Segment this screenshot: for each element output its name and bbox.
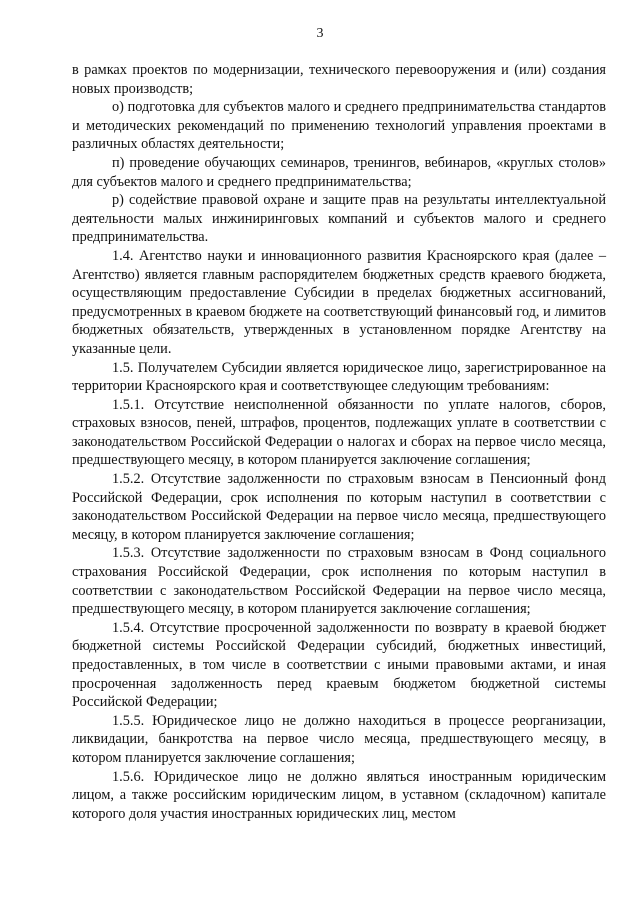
paragraph-1-5-1: 1.5.1. Отсутствие неисполненной обязанности по уплате налогов, сборов, страховых взносов, пеней, штрафов, процентов, подлежащих уплате в соответствии с законодательством Российской Федерации о налогах и сборах на первое число месяца, предшествующего месяцу, в котором планируется заключение соглашения;: [72, 396, 606, 469]
paragraph-item-p: п) проведение обучающих семинаров, тренингов, вебинаров, «круглых столов» для субъектов малого и среднего предпринимательства;: [72, 154, 606, 190]
paragraph-1-5-5: 1.5.5. Юридическое лицо не должно находиться в процессе реорганизации, ликвидации, банкротства на первое число месяца, предшествующего месяцу, в котором планируется заключение соглашения;: [72, 712, 606, 766]
paragraph-1-5-4: 1.5.4. Отсутствие просроченной задолженности по возврату в краевой бюджет бюджетной системы Российской Федерации субсидий, бюджетных инвестиций, предоставленных, в том числе в соответствии с иными правовыми актами, и иная просроченная задолженность перед краевым бюджетом бюджетной системы Российской Федерации;: [72, 619, 606, 711]
document-body: [72, 61, 606, 823]
paragraph-1-5: 1.5. Получателем Субсидии является юридическое лицо, зарегистрированное на территории Красноярского края и соответствующее следующим требованиям:: [72, 359, 606, 395]
paragraph-continuation: в рамках проектов по модернизации, технического перевооружения и (или) создания новых производств;: [72, 62, 606, 97]
paragraph-item-r: р) содействие правовой охране и защите прав на результаты интеллектуальной деятельности малых инжиниринговых компаний и субъектов малого и среднего предпринимательства.: [72, 192, 606, 246]
paragraph-1-5-3: 1.5.3. Отсутствие задолженности по страховым взносам в Фонд социального страхования Российской Федерации, срок исполнения по которым наступил в соответствии с законодательством Российской Федерации на первое число месяца, предшествующего месяцу, в котором планируется заключение соглашения;: [72, 545, 606, 618]
paragraph-item-o: о) подготовка для субъектов малого и среднего предпринимательства стандартов и методических рекомендаций по применению технологий управления проектами в различных областях деятельности;: [72, 99, 606, 153]
page-number: 3: [316, 26, 324, 41]
paragraph-1-5-2: 1.5.2. Отсутствие задолженности по страховым взносам в Пенсионный фонд Российской Федерации, срок исполнения по которым наступил в соответствии с законодательством Российской Федерации на первое число месяца, предшествующего месяцу, в котором планируется заключение соглашения;: [72, 471, 606, 543]
paragraph-1-5-6: 1.5.6. Юридическое лицо не должно являться иностранным юридическим лицом, а также российским юридическим лицом, в уставном (складочном) капитале которого доля участия иностранных юридических лиц, местом: [72, 768, 606, 822]
paragraph-1-4: 1.4. Агентство науки и инновационного развития Красноярского края (далее – Агентство) является главным распорядителем бюджетных средств краевого бюджета, осуществляющим предоставление Субсидии в пределах бюджетных ассигнований, предусмотренных в краевом бюджете на соответствующий финансовый год, и лимитов бюджетных обязательств, утвержденных в установленном порядке Агентству на указанные цели.: [72, 247, 606, 357]
